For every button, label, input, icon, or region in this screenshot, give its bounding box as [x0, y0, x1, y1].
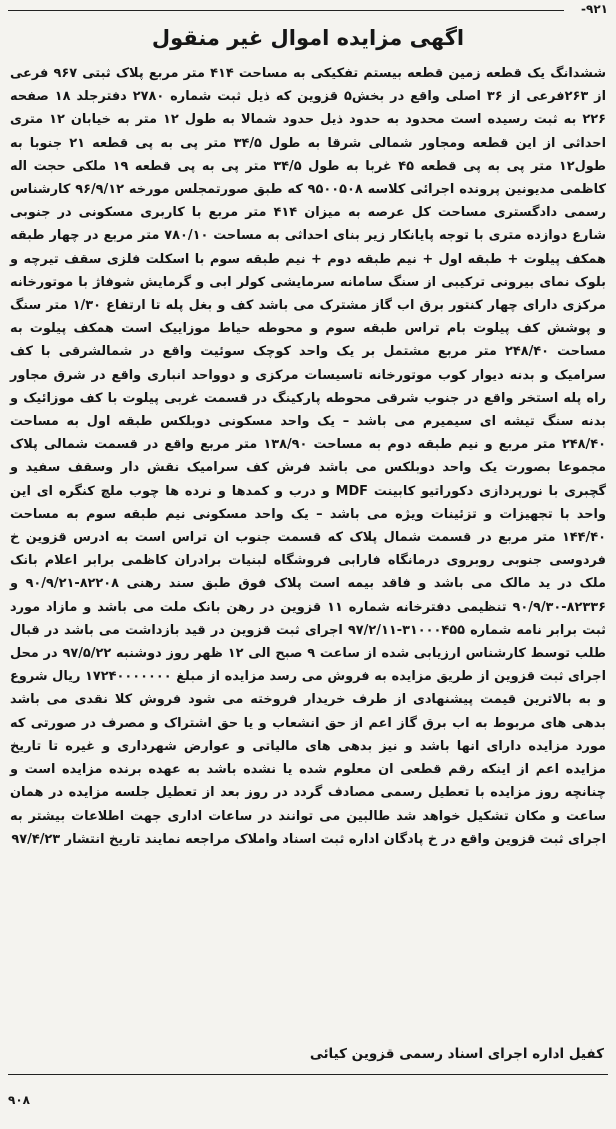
- notice-code-top: ۹۲۱-: [581, 2, 608, 16]
- bottom-divider: [8, 1074, 608, 1075]
- notice-title: اگهی مزایده اموال غیر منقول: [151, 26, 465, 50]
- notice-body: ششدانگ یک قطعه زمین قطعه بیستم تفکیکی به مساحت ۴۱۴ متر مربع پلاک ثبتی ۹۶۷ فرعی از ۲۶۳فرعی از ۳۶ اصلی واقع در بخش۵ قزوین که ذیل ثبت شماره ۲۷۸۰ دفترجلد ۱۸ صفحه ۲۲۶ به ثبت رسیده است محدود به حدود ذیل حدود شمالا به طول ۱۲ متر به خیابان ۱۲ متری احداثی از این قطعه ومجاور شمالی شرقا به طول ۳۴/۵ متر پی به پی قطعه ۲۱ جنوبا به طول۱۲ متر پی به پی قطعه ۴۵ غربا به طول ۳۴/۵ متر پی به پی قطعه ۱۹ ملکی حجت اله کاظمی مدیونین پرونده اجرائی کلاسه ۹۵۰۰۵۰۸ که طبق صورتمجلس مورخه ۹۶/۹/۱۲ کارشناس رسمی دادگستری مساحت کل عرصه به میزان ۴۱۴ متر مربع با کاربری مسکونی در جنوبی شارع دوازده متری با توجه پایانکار زیر بنای احداثی به مساحت ۷۸۰/۱۰ متر مربع در چهار طبقه همکف پیلوت + طبقه اول + نیم طبقه دوم + نیم طبقه سوم با اسکلت فلزی سقف تیرچه و بلوک نمای بیرونی ترکیبی از سنگ سامانه سرمایشی کولر ابی و گرمایش شوفاژ با موتورخانه مرکزی دارای چهار کنتور برق اب گاز مشترک می باشد کف و بغل پله تا ارتفاع ۱/۳۰ متر سنگ و پوشش کف پیلوت بام تراس طبقه سوم و محوطه حیاط موزاییک است همکف پیلوت به مساحت ۲۴۸/۴۰ متر مربع مشتمل بر یک واحد کوچک سوئیت واقع در شمالشرقی با کف سرامیک و بدنه دیوار کوب موتورخانه تاسیسات مرکزی و دوواحد انباری واقع در شرق مجاور راه پله استخر واقع در جنوب شرقی محوطه پارکینگ در قسمت غربی پیلوت با کف موزائیک و بدنه سنگ تیشه ای سیمیرم می باشد – یک واحد مسکونی دوبلکس طبقه اول به مساحت ۲۴۸/۴۰ متر مربع و نیم طبقه دوم به مساحت ۱۳۸/۹۰ متر مربع واقع در قسمت شمالی پلاک مجموعا بصورت یک واحد دوبلکس می باشد فرش کف سرامیک نقش دار وسقف سفید و گچبری با نورپردازی دکوراتیو کابینت MDF و درب و کمدها و نرده ها چوب ملچ کنگره ای این واحد با تجهیزات و تزئینات ویژه می باشد – یک واحد مسکونی نیم طبقه سوم به مساحت ۱۴۴/۴۰ متر مربع در قسمت شمال پلاک که قسمت جنوب ان تراس است به ادرس قزوین خ فردوسی جنوبی روبروی درمانگاه فارابی فروشگاه لبنیات برادران کاظمی برابر اعلام بانک ملک در ید مالک می باشد و فاقد بیمه است پلاک فوق طبق سند رهنی ۸۲۲۰۸-۹۰/۹/۲۱ و ۸۲۳۳۶-۹۰/۹/۳۰ تنظیمی دفترخانه شماره ۱۱ قزوین در رهن بانک ملت می باشد و مازاد مورد ثبت برابر نامه شماره ۳۱۰۰۰۴۵۵-۹۷/۲/۱۱ اجرای ثبت قزوین در قید بازداشت می باشد در قبال طلب توسط کارشناس ارزیابی شده از ساعت ۹ صبح الی ۱۲ ظهر روز دوشنبه ۹۷/۵/۲۲ در محل اجرای ثبت قزوین از طریق مزایده به فروش می رسد مزایده از مبلغ ۱۷۲۴۰۰۰۰۰۰۰ ریال شروع و به بالاترین قیمت پیشنهادی از طرف خریدار فروخته می شود فروش کلا نقدی می باشد بدهی های مربوط به اب برق گاز اعم از حق انشعاب و یا حق اشتراک و مصرف در صورتی که مورد مزایده دارای انها باشد و نیز بدهی های مالیاتی و عوارض شهرداری و غیره تا تاریخ مزایده اعم از اینکه رقم قطعی ان معلوم شده یا نشده باشد به عهده برنده مزایده است و چنانچه روز مزایده با تعطیل رسمی مصادف گردد در روز بعد از تعطیل جلسه مزایده در همان ساعت و مکان تشکیل خواهد شد طالبین می توانند در ساعات اداری جهت اطلاعات بیشتر به اجرای ثبت قزوین واقع در خ پادگان اداره ثبت اسناد واملاک مراجعه نمایند تاریخ انتشار ۹۷/۴/۲۳: [10, 66, 607, 847]
- top-divider: [8, 10, 564, 11]
- notice-signature: کفیل اداره اجرای اسناد رسمی قزوین کیائی: [309, 1046, 604, 1062]
- notice-code-bottom: ۹۰۸: [8, 1093, 30, 1107]
